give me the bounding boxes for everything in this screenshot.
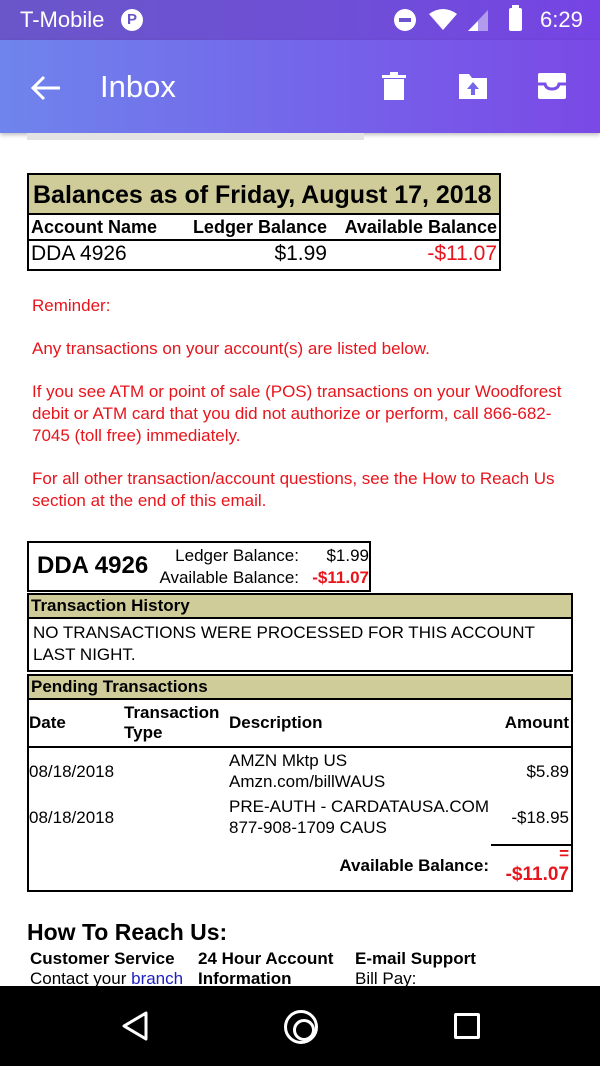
- clock: 6:29: [540, 7, 583, 32]
- balances-row: [29, 241, 499, 269]
- row-date: 08/18/2018: [29, 807, 115, 827]
- pending-available-balance-label: Available Balance:: [339, 856, 489, 875]
- table-row: [29, 794, 571, 840]
- account-name-cell: DDA 4926: [31, 242, 127, 265]
- row-amount: -$18.95: [511, 807, 569, 827]
- col-description: Description: [229, 713, 323, 732]
- transaction-history-section: [27, 593, 573, 672]
- customer-service-line: Contact your: [30, 969, 132, 986]
- customer-service-column: [30, 949, 183, 986]
- customer-service-heading: Customer Service: [30, 949, 175, 968]
- ledger-balance-value: $1.99: [326, 546, 369, 565]
- account-summary-box: [27, 541, 371, 592]
- how-to-reach-title: How To Reach Us:: [27, 919, 228, 945]
- delete-icon[interactable]: [378, 70, 410, 102]
- pending-available-balance-row: [29, 840, 571, 890]
- email-support-heading: E-mail Support: [355, 949, 476, 968]
- account-info-heading: 24 Hour Account: [198, 949, 334, 968]
- table-row: [29, 748, 571, 794]
- available-balance-label: Available Balance:: [159, 568, 299, 587]
- back-arrow-icon[interactable]: [26, 68, 66, 108]
- archive-icon[interactable]: [536, 70, 568, 102]
- ledger-balance-cell: $1.99: [274, 242, 327, 265]
- equals-sign: =: [559, 844, 569, 863]
- reminder-label: Reminder:: [32, 296, 111, 315]
- pending-transactions-table: [29, 700, 571, 890]
- pending-transactions-header: Pending Transactions: [29, 676, 571, 700]
- col-amount: Amount: [504, 713, 569, 732]
- pending-available-balance-value: -$11.07: [505, 864, 569, 885]
- col-available-balance: Available Balance: [344, 217, 497, 237]
- reminder-paragraph-3: For all other transaction/account questions, see the How to Reach Us section at the end of this email.: [32, 469, 555, 510]
- reminder-paragraph-1: Any transactions on your account(s) are listed below.: [32, 339, 430, 358]
- row-description-line-1: PRE-AUTH - CARDATAUSA.COM: [229, 797, 490, 816]
- app-bar: [0, 40, 600, 133]
- bill-pay-label: Bill Pay:: [355, 969, 417, 986]
- col-transaction-type: Transaction Type: [124, 703, 220, 742]
- no-transactions-message: NO TRANSACTIONS WERE PROCESSED FOR THIS ACCOUNT LAST NIGHT.: [33, 623, 535, 664]
- account-info-subheading: Information: [198, 969, 292, 986]
- email-support-column: [355, 949, 476, 986]
- carrier-label: T-Mobile: [20, 7, 105, 32]
- page-title: Inbox: [100, 69, 176, 104]
- account-info-column: [198, 949, 333, 986]
- row-type: [124, 796, 229, 838]
- available-balance-cell: -$11.07: [427, 242, 497, 265]
- email-body[interactable]: [0, 133, 600, 986]
- pending-header-row: [29, 700, 571, 748]
- row-amount: $5.89: [526, 761, 569, 781]
- balances-header-row: [29, 215, 499, 241]
- status-bar: [0, 0, 600, 40]
- do-not-disturb-icon: [394, 9, 416, 31]
- account-balances: [159, 545, 369, 589]
- wifi-icon: [428, 8, 458, 32]
- available-balance-value: -$11.07: [312, 568, 369, 587]
- row-description: [229, 750, 491, 792]
- row-date: 08/18/2018: [29, 761, 115, 781]
- pending-transactions-section: [27, 674, 573, 892]
- scroll-shadow: [27, 133, 364, 140]
- balances-title: Balances as of Friday, August 17, 2018: [29, 175, 499, 215]
- transaction-history-header: Transaction History: [29, 595, 571, 619]
- row-type: [124, 750, 229, 792]
- recents-square-icon[interactable]: [454, 1013, 480, 1039]
- customer-service-text: [30, 969, 183, 986]
- move-to-folder-icon[interactable]: [457, 70, 489, 102]
- col-date: Date: [29, 713, 66, 732]
- row-description: [229, 796, 491, 838]
- navigation-bar: [0, 986, 600, 1066]
- p-badge-icon: P: [121, 9, 143, 31]
- account-name: DDA 4926: [37, 552, 149, 579]
- balances-table: [27, 173, 501, 271]
- ledger-balance-label: Ledger Balance:: [175, 546, 299, 565]
- row-description-line-2: 877-908-1709 CAUS: [229, 818, 387, 837]
- home-circle-icon[interactable]: [284, 1010, 318, 1044]
- row-description-line-1: AMZN Mktp US: [229, 751, 348, 770]
- branch-link[interactable]: branch: [131, 969, 184, 986]
- reminder-paragraph-2: If you see ATM or point of sale (POS) transactions on your Woodforest debit or ATM card that you did not authorize or perform, call 866-682-7045 (toll free) immediately.: [32, 382, 562, 445]
- back-triangle-icon[interactable]: [120, 1010, 150, 1042]
- col-account-name: Account Name: [31, 217, 158, 237]
- battery-icon: [509, 8, 522, 31]
- signal-icon: [466, 8, 490, 32]
- reminder-notice: [32, 295, 577, 533]
- row-description-line-2: Amzn.com/billWAUS: [229, 772, 386, 791]
- col-ledger-balance: Ledger Balance: [192, 217, 327, 237]
